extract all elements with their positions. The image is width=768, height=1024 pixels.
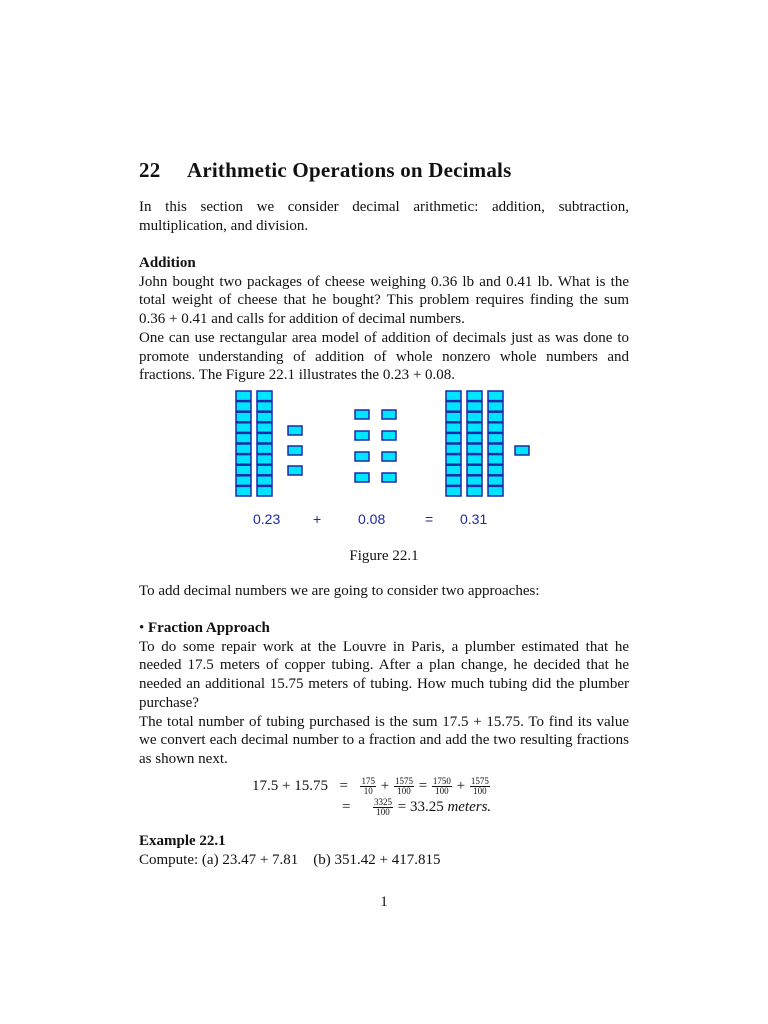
hundredth-square: [355, 431, 369, 440]
tenth-bar-cell: [488, 412, 503, 422]
bullet: •: [139, 620, 145, 636]
tenth-bar-cell: [467, 444, 482, 454]
tenth-bar-cell: [257, 433, 272, 443]
tenth-bar-cell: [257, 465, 272, 475]
tenth-bar-cell: [446, 433, 461, 443]
addition-paragraph-2: One can use rectangular area model of addition of decimals just as was done to promote understanding of addition of whole nonzero whole numbers and fractions. The Figure 22.1 illustrates the 0.23 + 0.08.: [139, 329, 629, 384]
plus-sign: +: [380, 777, 390, 794]
example-text: Compute: (a) 23.47 + 7.81 (b) 351.42 + 417.815: [139, 851, 441, 868]
figure-label-middle: 0.08: [358, 511, 386, 527]
tenth-bar-cell: [257, 412, 272, 422]
tenth-bar-cell: [467, 433, 482, 443]
tenth-bar-cell: [446, 402, 461, 412]
fraction-1750-100: $\frac{1750}{100}$: [432, 776, 451, 796]
addition-paragraph-1: John bought two packages of cheese weighing 0.36 lb and 0.41 lb. What is the total weight of cheese that he bought? This problem requires finding the sum 0.36 + 0.41 and calls for addition of decimal numbers.: [139, 273, 629, 328]
tenth-bar-cell: [488, 476, 503, 486]
fraction-approach-subsection: [139, 619, 629, 769]
plus-sign: +: [456, 777, 466, 794]
hundredth-square: [355, 410, 369, 419]
tenth-bar-cell: [236, 465, 251, 475]
tenth-bar-cell: [467, 423, 482, 433]
hundredth-square: [355, 452, 369, 461]
hundredth-square: [382, 452, 396, 461]
tenth-bar-cell: [257, 423, 272, 433]
equation-result: 33.25: [409, 798, 444, 815]
equation-lhs: 17.5 + 15.75: [252, 777, 328, 794]
fraction-approach-heading: Fraction Approach: [148, 620, 270, 636]
tenth-bar-cell: [236, 476, 251, 486]
tenth-bar-cell: [236, 423, 251, 433]
tenth-bar-cell: [467, 455, 482, 465]
fraction-1575-100: $\frac{1575}{100}$: [394, 776, 413, 796]
tenth-bar-cell: [446, 465, 461, 475]
tenth-bar-cell: [467, 476, 482, 486]
tenth-bar-cell: [236, 402, 251, 412]
tenth-bar-cell: [488, 486, 503, 496]
tenth-bar-cell: [446, 486, 461, 496]
fraction-1575-100-b: $\frac{1575}{100}$: [470, 776, 489, 796]
tenth-bar-cell: [257, 444, 272, 454]
tenth-bar-cell: [467, 412, 482, 422]
section-number: 22: [139, 158, 161, 182]
fraction-3325-100: $\frac{3325}{100}$: [373, 797, 392, 817]
tenth-bar-cell: [488, 391, 503, 401]
tenth-bar-cell: [488, 402, 503, 412]
tenth-bar-cell: [446, 455, 461, 465]
tenth-bar-cell: [446, 391, 461, 401]
tenth-bar-cell: [467, 391, 482, 401]
fraction-approach-paragraph-1: To do some repair work at the Louvre in Paris, a plumber estimated that he needed 17.5 meters of copper tubing. After a plan change, he decided that he needed an additional 15.75 meters of tubing. How much tubing did the plumber purchase?: [139, 638, 629, 711]
tenth-bar-cell: [236, 455, 251, 465]
hundredth-square: [382, 410, 396, 419]
section-title: [139, 158, 511, 183]
figure-caption: Figure 22.1: [349, 548, 419, 564]
tenth-bar-cell: [446, 476, 461, 486]
equation-equals: =: [339, 777, 348, 794]
section-title-text: Arithmetic Operations on Decimals: [187, 158, 512, 182]
tenth-bar-cell: [467, 486, 482, 496]
figure-label-plus: +: [313, 511, 322, 527]
equation-line-1: [252, 777, 491, 796]
equation-line-2: [342, 798, 491, 817]
hundredth-square: [288, 466, 302, 475]
figure-label-equals: =: [425, 511, 434, 527]
example-heading: Example 22.1: [139, 833, 226, 849]
tenth-bar-cell: [257, 476, 272, 486]
figure-label-right: 0.31: [460, 511, 488, 527]
tenth-bar-cell: [257, 455, 272, 465]
hundredth-square: [288, 426, 302, 435]
tenth-bar-cell: [236, 444, 251, 454]
tenth-bar-cell: [236, 486, 251, 496]
addition-heading: Addition: [139, 255, 196, 271]
tenth-bar-cell: [257, 402, 272, 412]
hundredth-square: [515, 446, 529, 455]
fraction-approach-heading-line: [139, 619, 629, 638]
tenth-bar-cell: [446, 423, 461, 433]
tenth-bar-cell: [488, 444, 503, 454]
equals-sign: =: [418, 777, 428, 794]
fraction-175-10: $\frac{175}{10}$: [361, 776, 375, 796]
tenth-bar-cell: [467, 465, 482, 475]
approaches-intro: To add decimal numbers we are going to consider two approaches:: [139, 583, 540, 599]
example-block: [139, 832, 629, 869]
equals-sign: =: [397, 798, 407, 815]
figure-blocks: [236, 391, 529, 496]
figure-22-1: [225, 385, 545, 535]
tenth-bar-cell: [257, 486, 272, 496]
tenth-bar-cell: [488, 455, 503, 465]
tenth-bar-cell: [236, 412, 251, 422]
page-number: 1: [380, 894, 388, 910]
tenth-bar-cell: [488, 465, 503, 475]
tenth-bar-cell: [446, 444, 461, 454]
equation-unit: meters.: [447, 798, 492, 815]
hundredth-square: [382, 431, 396, 440]
tenth-bar-cell: [446, 412, 461, 422]
tenth-bar-cell: [236, 433, 251, 443]
tenth-bar-cell: [236, 391, 251, 401]
intro-paragraph: In this section we consider decimal arithmetic: addition, subtraction, multiplication, and division.: [139, 199, 629, 234]
hundredth-square: [288, 446, 302, 455]
tenth-bar-cell: [467, 402, 482, 412]
fraction-approach-paragraph-2: The total number of tubing purchased is the sum 17.5 + 15.75. To find its value we convert each decimal number to a fraction and add the two resulting fractions as shown next.: [139, 713, 629, 767]
equation-equals-2: =: [342, 798, 351, 815]
tenth-bar-cell: [488, 423, 503, 433]
tenth-bar-cell: [257, 391, 272, 401]
hundredth-square: [355, 473, 369, 482]
tenth-bar-cell: [488, 433, 503, 443]
addition-subsection: [139, 254, 629, 385]
hundredth-square: [382, 473, 396, 482]
figure-label-left: 0.23: [253, 511, 281, 527]
